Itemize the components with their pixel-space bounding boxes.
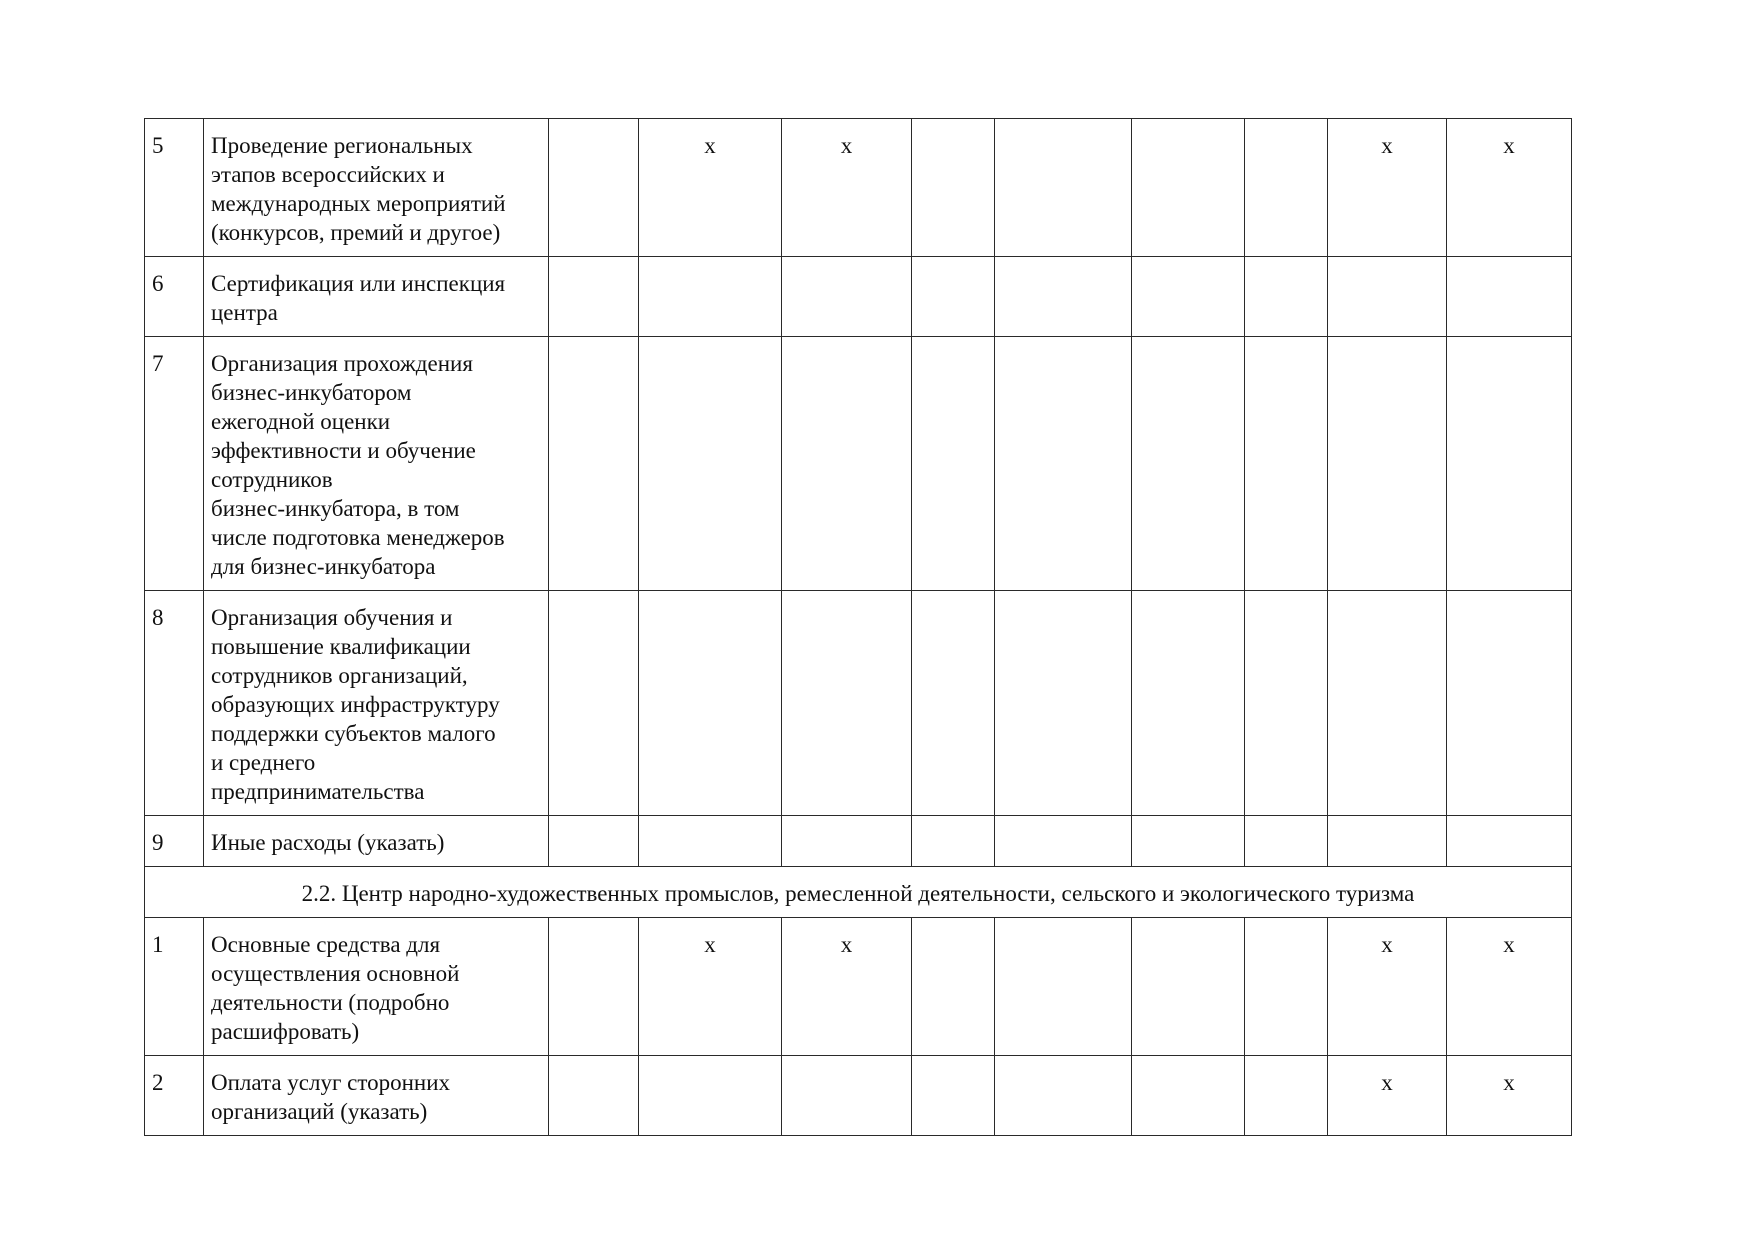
table-cell [995,337,1132,591]
row-description: Иные расходы (указать) [204,816,549,867]
row-number: 6 [145,257,204,337]
table-cell [1245,337,1328,591]
table-cell [995,119,1132,257]
table-row [145,1056,1572,1136]
table-row [145,119,1572,257]
table-cell [549,918,639,1056]
table-cell [1132,337,1245,591]
row-number: 1 [145,918,204,1056]
table-cell [782,1056,912,1136]
table-row [145,337,1572,591]
table-cell [1447,591,1572,816]
table-cell [1132,918,1245,1056]
table-cell [782,591,912,816]
row-number: 8 [145,591,204,816]
table-cell [1245,816,1328,867]
table-cell [549,337,639,591]
table-cell [639,816,782,867]
table-cell [1245,119,1328,257]
table-cell: x [782,119,912,257]
table-cell [639,591,782,816]
table-cell: x [1328,119,1447,257]
table-cell [1132,591,1245,816]
table-cell [995,918,1132,1056]
table-row [145,918,1572,1056]
row-number: 5 [145,119,204,257]
table-cell [549,591,639,816]
table-cell [1328,257,1447,337]
table-cell [912,918,995,1056]
row-description: Основные средства для осуществления основной деятельности (подробно расшифровать) [204,918,549,1056]
table-cell [995,257,1132,337]
table-cell [549,119,639,257]
row-description: Оплата услуг сторонних организаций (указать) [204,1056,549,1136]
table-cell: x [1328,918,1447,1056]
table-cell [1328,816,1447,867]
table-cell [1245,918,1328,1056]
table-cell: x [1447,119,1572,257]
table-cell [912,816,995,867]
table-cell [782,816,912,867]
table-cell [1447,816,1572,867]
table-cell [995,1056,1132,1136]
table-cell [912,257,995,337]
table-cell [995,816,1132,867]
table-cell: x [1447,918,1572,1056]
section-row [145,867,1572,918]
row-description: Организация обучения и повышение квалификации сотрудников организаций, образующих инфраструктуру поддержки субъектов малого и среднего предпринимательства [204,591,549,816]
table-cell [782,257,912,337]
table-cell: x [639,918,782,1056]
table-cell [1447,257,1572,337]
table-cell [1132,119,1245,257]
table-cell: x [1328,1056,1447,1136]
table-row [145,816,1572,867]
table-row [145,591,1572,816]
table-cell [639,1056,782,1136]
table-cell [912,119,995,257]
table-cell: x [639,119,782,257]
table-cell [1132,816,1245,867]
table-cell [912,337,995,591]
table-cell [912,591,995,816]
table-row [145,257,1572,337]
table-cell [549,816,639,867]
table-cell: x [782,918,912,1056]
row-number: 9 [145,816,204,867]
table-cell [639,257,782,337]
row-description: Сертификация или инспекция центра [204,257,549,337]
expense-table [144,118,1572,1136]
table-cell [1245,1056,1328,1136]
table-cell [1245,257,1328,337]
table-cell [639,337,782,591]
table-cell [1132,1056,1245,1136]
table-cell [782,337,912,591]
table-cell [995,591,1132,816]
table-cell [912,1056,995,1136]
section-title: 2.2. Центр народно-художественных промыслов, ремесленной деятельности, сельского и экологического туризма [145,867,1572,918]
row-number: 7 [145,337,204,591]
table-cell [1447,337,1572,591]
row-number: 2 [145,1056,204,1136]
table-cell [1132,257,1245,337]
table-cell [1245,591,1328,816]
row-description: Проведение региональных этапов всероссийских и международных мероприятий (конкурсов, премий и другое) [204,119,549,257]
table-cell: x [1447,1056,1572,1136]
table-cell [1328,591,1447,816]
table-cell [1328,337,1447,591]
row-description: Организация прохождения бизнес-инкубатором ежегодной оценки эффективности и обучение сотрудников бизнес-инкубатора, в том числе подготовка менеджеров для бизнес-инкубатора [204,337,549,591]
table-cell [549,257,639,337]
table-cell [549,1056,639,1136]
